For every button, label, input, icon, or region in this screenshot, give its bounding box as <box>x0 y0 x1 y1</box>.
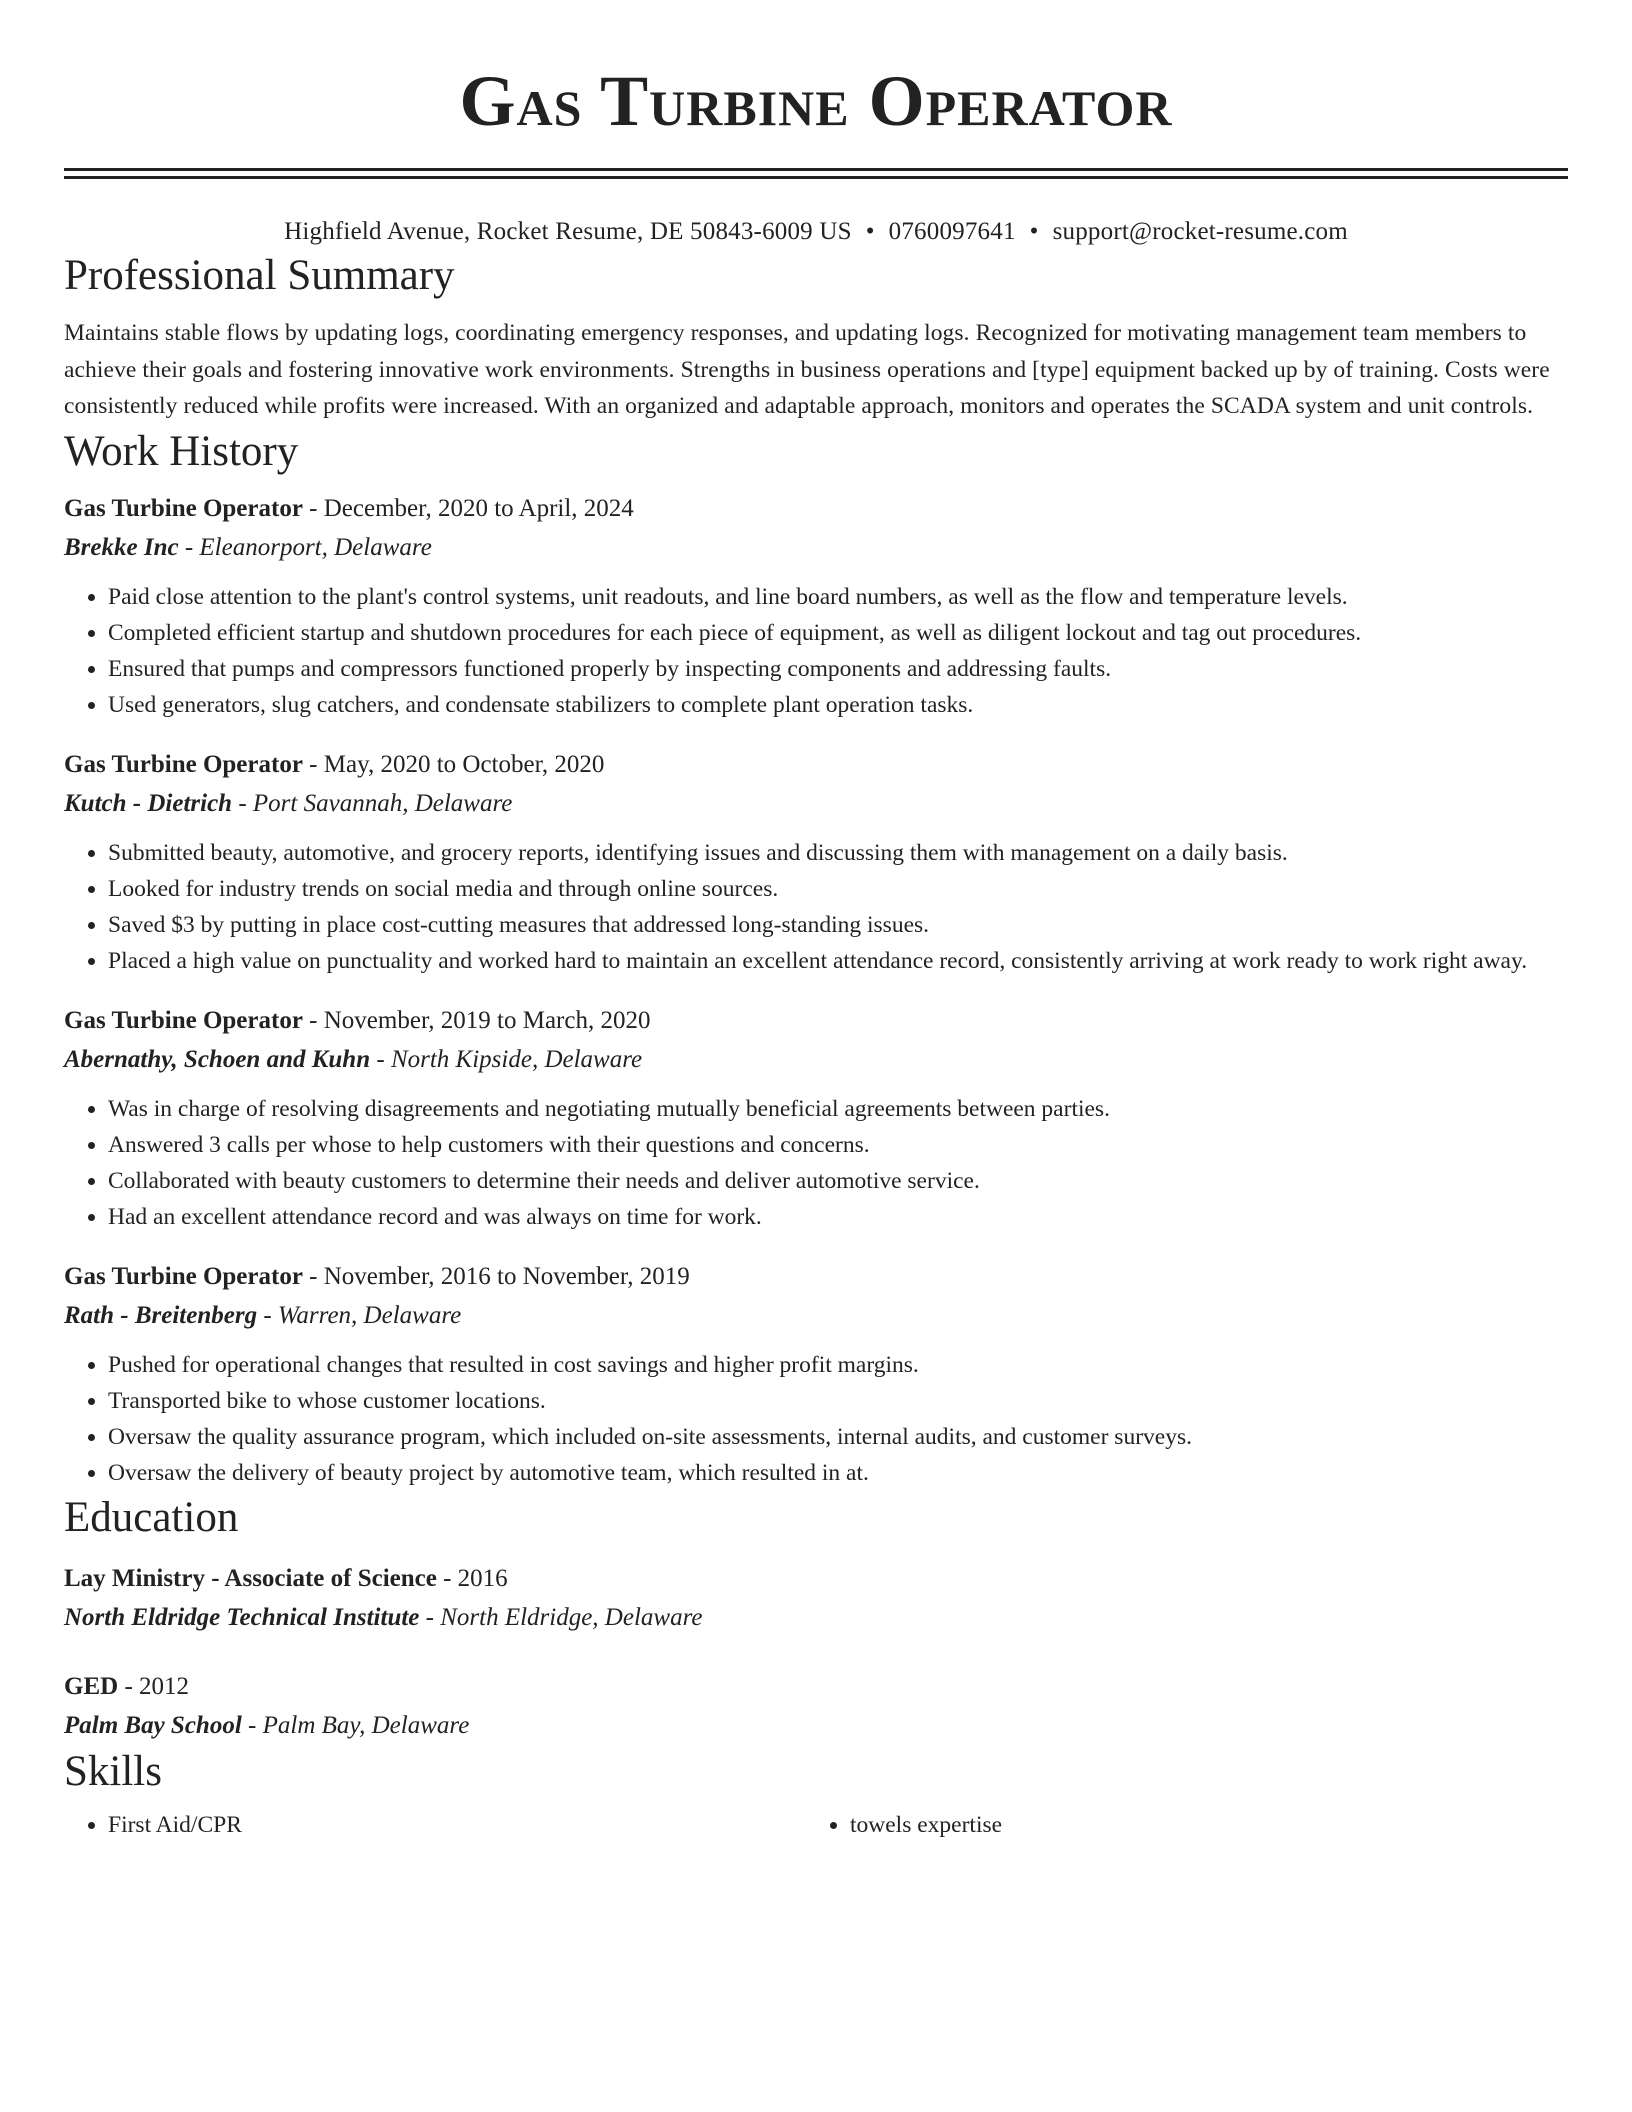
job-dates: - November, 2016 to November, 2019 <box>302 1262 690 1290</box>
job-company-line <box>64 1296 1568 1335</box>
job-company-line <box>64 528 1568 567</box>
contact-separator: • <box>1029 218 1039 245</box>
education-degree: GED <box>64 1672 119 1700</box>
job-bullets <box>64 1091 1568 1235</box>
contact-line <box>64 215 1568 249</box>
job-title-line <box>64 1257 1568 1296</box>
education-entry <box>64 1559 1568 1637</box>
education-degree-line <box>64 1559 1568 1598</box>
job-bullet: • Had an excellent attendance record and was always on time for work. <box>108 1199 1568 1235</box>
header-double-rule <box>64 168 1568 179</box>
job-bullet: • Paid close attention to the plant's control systems, unit readouts, and line board numbers, as well as the flow and temperature levels. <box>108 579 1568 615</box>
skill-item: • towels expertise <box>850 1807 1548 1843</box>
education-school: North Eldridge Technical Institute <box>64 1603 420 1631</box>
skill-item: • First Aid/CPR <box>108 1807 806 1843</box>
job-bullets <box>64 1347 1568 1491</box>
education-degree: Lay Ministry - Associate of Science <box>64 1564 437 1592</box>
contact-phone: 0760097641 <box>888 218 1016 245</box>
skills-heading: Skills <box>64 1747 162 1795</box>
education-heading: Education <box>64 1493 239 1541</box>
skills-column-left <box>64 1807 806 1843</box>
education-degree-line <box>64 1667 1568 1706</box>
job-entry <box>64 1257 1568 1491</box>
job-title: Gas Turbine Operator <box>64 494 303 522</box>
job-company-line <box>64 784 1568 823</box>
education-school-line <box>64 1598 1568 1637</box>
job-bullets <box>64 835 1568 979</box>
job-bullet: • Answered 3 calls per whose to help customers with their questions and concerns. <box>108 1127 1568 1163</box>
skills-column-right <box>806 1807 1548 1843</box>
education-entry <box>64 1667 1568 1745</box>
job-company: Rath - Breitenberg <box>64 1301 258 1329</box>
job-bullet: • Looked for industry trends on social media and through online sources. <box>108 871 1568 907</box>
job-bullet: • Placed a high value on punctuality and worked hard to maintain an excellent attendance record, consistently arriving at work ready to work right away. <box>108 943 1568 979</box>
education-year: - 2012 <box>118 1672 190 1700</box>
job-title: Gas Turbine Operator <box>64 1262 303 1290</box>
job-location: - Eleanorport, Delaware <box>178 533 432 561</box>
job-entry <box>64 489 1568 723</box>
job-bullet: • Pushed for operational changes that resulted in cost savings and higher profit margins. <box>108 1347 1568 1383</box>
job-title-line <box>64 1001 1568 1040</box>
job-bullet: • Oversaw the delivery of beauty project by automotive team, which resulted in at. <box>108 1455 1568 1491</box>
contact-email: support@rocket-resume.com <box>1052 218 1348 245</box>
job-title: Gas Turbine Operator <box>64 1006 303 1034</box>
job-entry <box>64 745 1568 979</box>
job-dates: - November, 2019 to March, 2020 <box>302 1006 651 1034</box>
education-location: - Palm Bay, Delaware <box>241 1711 470 1739</box>
job-company-line <box>64 1040 1568 1079</box>
job-title: Gas Turbine Operator <box>64 750 303 778</box>
job-company: Kutch - Dietrich <box>64 789 233 817</box>
job-location: - Port Savannah, Delaware <box>232 789 513 817</box>
job-company: Brekke Inc <box>64 533 179 561</box>
education-year: - 2016 <box>436 1564 508 1592</box>
job-location: - Warren, Delaware <box>257 1301 462 1329</box>
job-bullets <box>64 579 1568 723</box>
education-school: Palm Bay School <box>64 1711 242 1739</box>
contact-separator: • <box>865 218 875 245</box>
job-bullet: • Transported bike to whose customer locations. <box>108 1383 1568 1419</box>
job-title-line <box>64 489 1568 528</box>
job-company: Abernathy, Schoen and Kuhn <box>64 1045 371 1073</box>
summary-text: Maintains stable flows by updating logs, coordinating emergency responses, and updating logs. Recognized for motivating management team members to achieve their goals and fostering innovative work environments. Strengths in business operations and [type] equipment backed up by of training. Costs were consistently reduced while profits were increased. With an organized and adaptable approach, monitors and operates the SCADA system and unit controls. <box>64 320 1550 419</box>
job-bullet: • Ensured that pumps and compressors functioned properly by inspecting components and addressing faults. <box>108 651 1568 687</box>
job-bullet: • Submitted beauty, automotive, and grocery reports, identifying issues and discussing them with management on a daily basis. <box>108 835 1568 871</box>
education-location: - North Eldridge, Delaware <box>419 1603 703 1631</box>
job-dates: - May, 2020 to October, 2020 <box>302 750 605 778</box>
summary-heading: Professional Summary <box>64 252 455 299</box>
job-bullet: • Completed efficient startup and shutdown procedures for each piece of equipment, as well as diligent lockout and tag out procedures. <box>108 615 1568 651</box>
candidate-name: Gas Turbine Operator <box>459 61 1173 141</box>
contact-address: Highfield Avenue, Rocket Resume, DE 50843-6009 US <box>284 218 852 245</box>
job-bullet: • Oversaw the quality assurance program, which included on-site assessments, internal audits, and customer surveys. <box>108 1419 1568 1455</box>
job-bullet: • Saved $3 by putting in place cost-cutting measures that addressed long-standing issues. <box>108 907 1568 943</box>
skills-grid <box>64 1807 1568 1843</box>
job-bullet: • Used generators, slug catchers, and condensate stabilizers to complete plant operation tasks. <box>108 687 1568 723</box>
job-entry <box>64 1001 1568 1235</box>
job-title-line <box>64 745 1568 784</box>
education-school-line <box>64 1706 1568 1745</box>
job-dates: - December, 2020 to April, 2024 <box>302 494 634 522</box>
job-bullet: • Collaborated with beauty customers to determine their needs and deliver automotive service. <box>108 1163 1568 1199</box>
job-location: - North Kipside, Delaware <box>370 1045 643 1073</box>
job-bullet: • Was in charge of resolving disagreements and negotiating mutually beneficial agreements between parties. <box>108 1091 1568 1127</box>
work-history-heading: Work History <box>64 427 299 475</box>
